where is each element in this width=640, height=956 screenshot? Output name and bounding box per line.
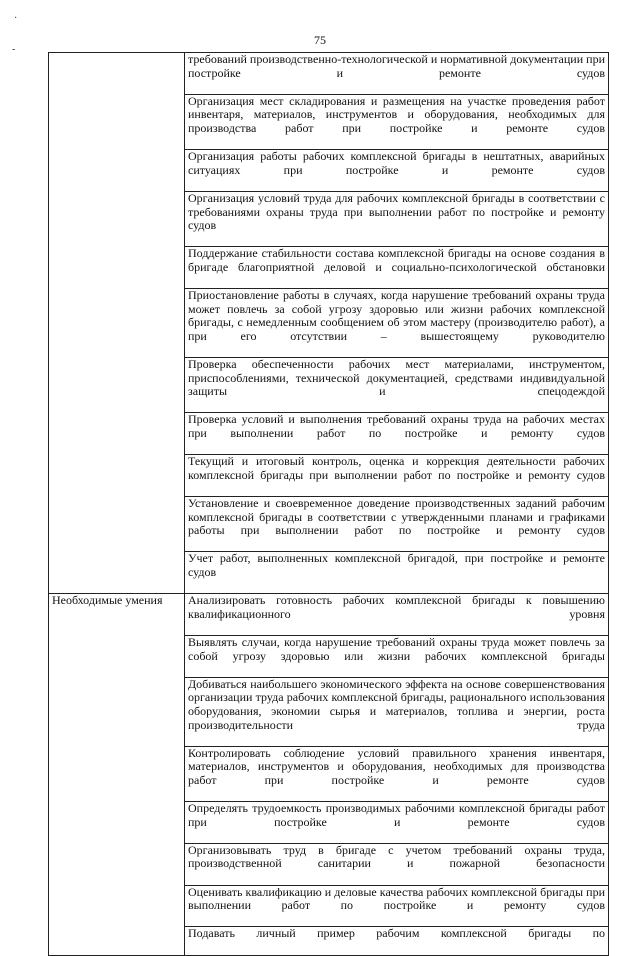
row-text-cell xyxy=(185,289,609,358)
row-text: Поддержание стабильности состава комплексной бригады на основе создания в бригаде благоприятной деловой и социально-психологической обстановки xyxy=(188,246,605,274)
row-text-cell xyxy=(185,94,609,149)
row-text-cell xyxy=(185,358,609,413)
row-text: Приостановление работы в случаях, когда нарушение требований охраны труда может повлечь за собой угрозу здоровью или жизни рабочих комплексной бригады, с немедленным сообщением об этом мастеру (производителю работ), а при его отсутствии – вышестоящему руководителю xyxy=(188,288,605,343)
row-text-cell xyxy=(185,191,609,246)
table-row xyxy=(49,594,609,636)
scan-mark-left: - xyxy=(12,44,16,55)
row-text: Организация условий труда для рабочих комплексной бригады в соответствии с требованиями охраны труда при выполнении работ по постройке и ремонту судов xyxy=(188,190,605,233)
row-text: Организовывать труд в бригаде с учетом требований охраны труда, производственной санитарии и пожарной безопасности xyxy=(188,842,605,871)
table-row xyxy=(49,53,609,95)
row-text: Подавать личный пример рабочим комплексной бригады по xyxy=(188,926,605,941)
row-label-cell xyxy=(49,594,185,955)
row-text-cell xyxy=(185,746,609,801)
row-text-cell xyxy=(185,150,609,192)
row-text-cell xyxy=(185,247,609,289)
row-text: Организация работы рабочих комплексной бригады в нештатных, аварийных ситуациях при постройке и ремонте судов xyxy=(188,149,605,177)
row-text-cell xyxy=(185,635,609,677)
row-text: Контролировать соблюдение условий правильного хранения инвентаря, материалов, инструментов и оборудования, необходимых для производства работ при постройке и ремонте судов xyxy=(188,745,605,787)
row-text: Определять трудоемкость производимых рабочими комплексной бригады работ при постройке и ремонте судов xyxy=(188,801,605,829)
row-text: Текущий и итоговый контроль, оценка и коррекция деятельности рабочих комплексной бригады при выполнении работ по постройке и ремонту судов xyxy=(188,454,605,482)
row-text-cell xyxy=(185,552,609,594)
row-label: Необходимые умения xyxy=(52,593,163,608)
row-text-cell xyxy=(185,413,609,455)
row-text: Организация мест складирования и размещения на участке проведения работ инвентаря, материалов, инструментов и оборудования, необходимых для производства работ при постройке и ремонте судов xyxy=(188,93,605,135)
row-text-cell xyxy=(185,927,609,955)
row-text: Оценивать квалификацию и деловые качества рабочих комплексной бригады при выполнении работ по постройке и ремонту судов xyxy=(188,884,605,913)
row-label-cell xyxy=(49,53,185,594)
row-text: Анализировать готовность рабочих комплексной бригады к повышению квалификационного уровня xyxy=(188,593,605,621)
row-text-cell xyxy=(185,802,609,844)
row-text: Установление и своевременное доведение производственных заданий рабочим комплексной бригады в соответствии с утвержденными планами и графиками работы при выполнении работ по постройке и ремонту судов xyxy=(188,496,605,538)
row-text-cell xyxy=(185,53,609,95)
row-text: Учет работ, выполненных комплексной бригадой, при постройке и ремонте судов xyxy=(188,551,605,579)
row-text: Добиваться наибольшего экономического эффекта на основе совершенствования организации труда рабочих комплексной бригады, рационального использования оборудования, экономии сырья и материалов, топлива и энергии, роста производительности труда xyxy=(188,676,605,732)
row-text: Проверка обеспеченности рабочих мест материалами, инструментом, приспособлениями, технической документацией, средствами индивидуальной защиты и спецодеждой xyxy=(188,357,605,399)
row-text: Выявлять случаи, когда нарушение требований охраны труда может повлечь за собой угрозу здоровью или жизни рабочих комплексной бригады xyxy=(188,634,605,663)
row-text: Проверка условий и выполнения требований охраны труда на рабочих местах при выполнении работ по постройке и ремонту судов xyxy=(188,412,605,441)
scan-mark-top: · xyxy=(14,13,18,24)
row-text-cell xyxy=(185,677,609,746)
row-text-cell xyxy=(185,843,609,885)
row-text-cell xyxy=(185,885,609,927)
row-text-cell xyxy=(185,594,609,636)
row-text-cell xyxy=(185,497,609,552)
row-text-cell xyxy=(185,455,609,497)
row-text: требований производственно-технологической и нормативной документации при постройке и ремонте судов xyxy=(188,52,605,80)
page-number: 75 xyxy=(314,33,326,47)
requirements-table xyxy=(48,52,609,956)
